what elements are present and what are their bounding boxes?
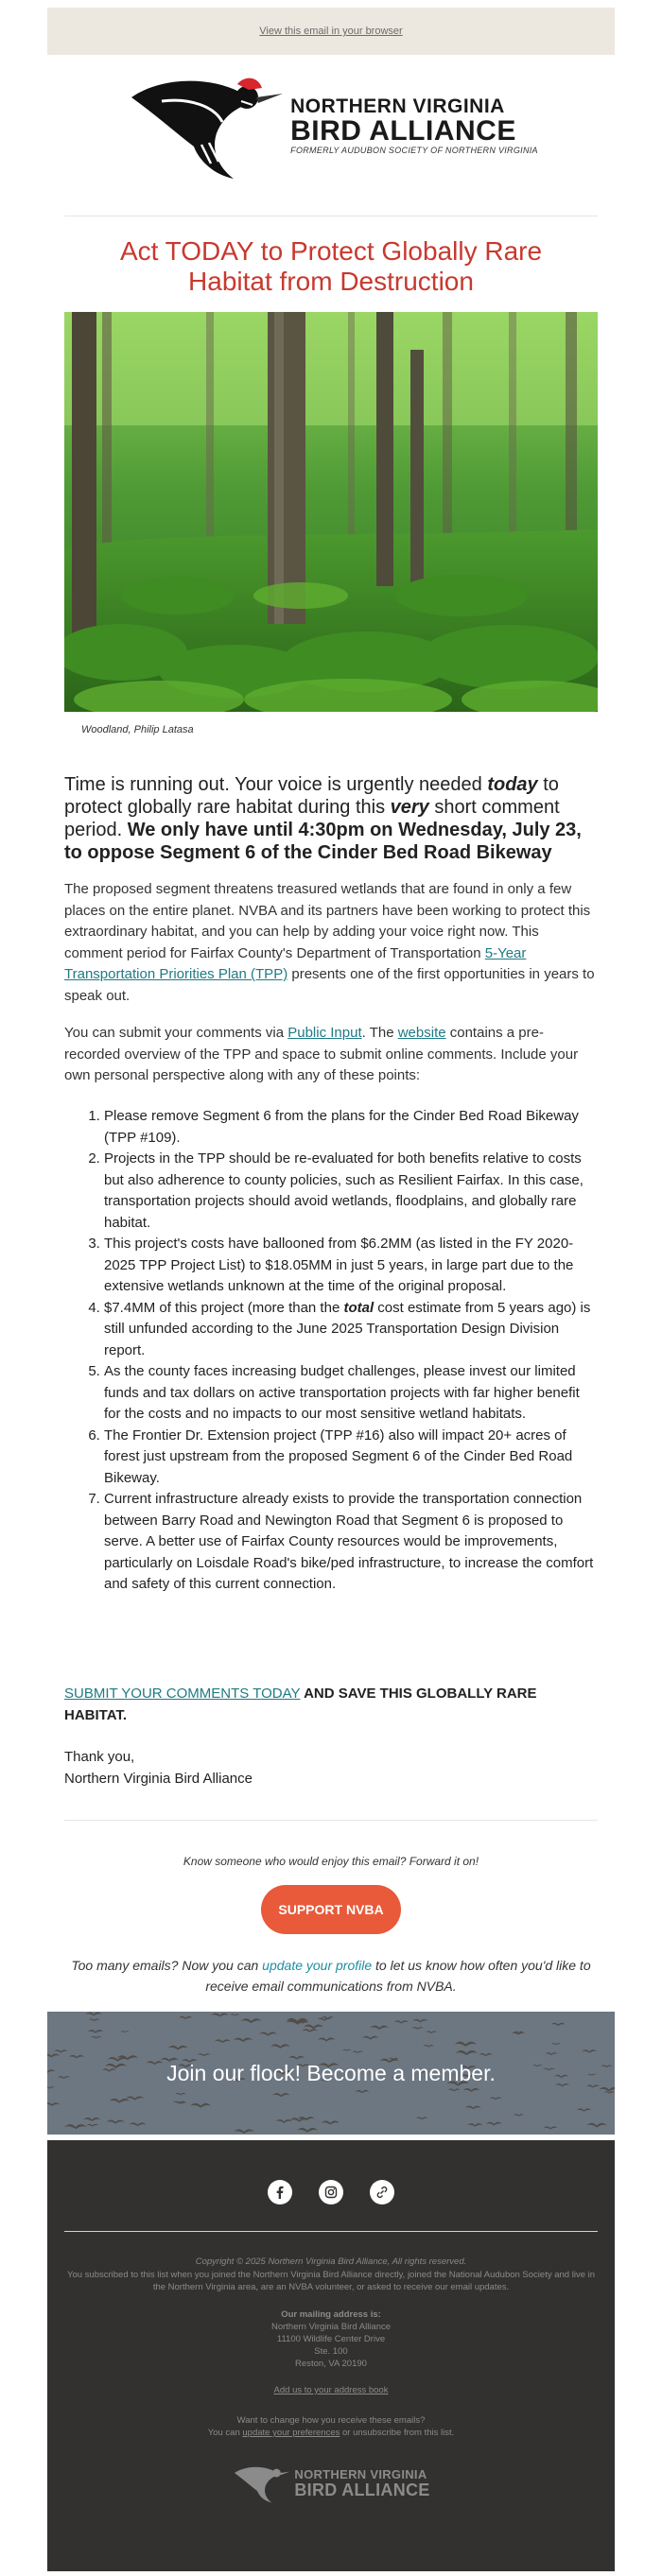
forward-prompt: Know someone who would enjoy this email? Forward it on! (183, 1855, 479, 1868)
mailing-address (57, 2321, 605, 2370)
add-address-book-link[interactable]: Add us to your address book (273, 2385, 389, 2395)
cta-text: AND SAVE THIS GLOBALLY RARE HABITAT. (64, 1686, 537, 1723)
para2-text-2: . The (361, 1025, 398, 1041)
logo-line-1: NORTHERN VIRGINIA (290, 95, 505, 117)
submit-comments-link[interactable]: SUBMIT YOUR COMMENTS TODAY (64, 1686, 301, 1702)
address-line: 11100 Wildlife Center Drive (276, 2334, 386, 2344)
website-link-icon[interactable] (370, 2180, 394, 2204)
intro-text-1: Time is running out. Your voice is urgently needed (64, 774, 488, 795)
headline (47, 236, 615, 297)
email-preferences-note (57, 1955, 605, 1997)
intro-today: today (487, 774, 538, 795)
instagram-icon[interactable] (319, 2180, 343, 2204)
join-banner[interactable] (47, 2012, 615, 2135)
list-item: 2. Projects in the TPP should be re-evaluated for both benefits relative to costs but also adherence to county policies, such as Resilient Fairfax. In this case, transportation projects should avoid wetlands, floodplains, and globally rare habitat. (104, 1149, 598, 1234)
join-banner-text: Join our flock! Become a member. (166, 2060, 496, 2085)
mailing-address-heading: Our mailing address is: (281, 2309, 381, 2320)
para1-text: The proposed segment threatens treasured wetlands that are found in only a few places on the entire planet. NVBA and its partners have been working to protect this extraordinary habitat, and you can help by adding your voice right now. This comment period for Fairfax County's Department of Transportation (64, 881, 591, 961)
body-divider (64, 1820, 598, 1821)
talking-points-list (64, 1106, 598, 1596)
signoff-org: Northern Virginia Bird Alliance (64, 1770, 253, 1787)
facebook-icon[interactable] (268, 2180, 292, 2204)
intro-deadline: We only have until 4:30pm on Wednesday, July 23, to oppose Segment 6 of the Cinder Bed Road Bikeway (64, 820, 582, 863)
subscription-note: You subscribed to this list when you joined the Northern Virginia Bird Alliance directly, joined the National Audubon Society and live in the Northern Virginia area, are an NVBA volunteer, or asked to receive our email updates. (66, 2270, 596, 2292)
footer-logo-line-1: NORTHERN VIRGINIA (294, 2467, 427, 2481)
intro-paragraph (64, 773, 598, 864)
footer-logo (47, 2460, 615, 2507)
address-line: Northern Virginia Bird Alliance (270, 2322, 392, 2332)
list-item (104, 1298, 598, 1362)
address-line: Reston, VA 20190 (295, 2359, 367, 2369)
prefs-text-1: Too many emails? Now you can (71, 1958, 263, 1973)
paragraph-submit (64, 1023, 598, 1087)
footer-divider (64, 2231, 598, 2232)
point4-text-2: cost estimate from 5 years ago) is still unfunded according to the June 2025 Transportation Design Division report. (104, 1299, 591, 1358)
update-profile-link[interactable]: update your profile (262, 1958, 373, 1973)
copyright: Copyright © 2025 Northern Virginia Bird Alliance, All rights reserved. (195, 2256, 467, 2267)
signoff (64, 1747, 598, 1789)
change-preferences (57, 2414, 605, 2439)
woodpecker-footer-icon (232, 2460, 290, 2507)
list-item: 3. This project's costs have ballooned from $6.2MM (as listed in the FY 2020-2025 TPP Project List) to $18.05MM in just 5 years, in large part due to the extensive wetlands unknown at the time of the original proposal. (104, 1234, 598, 1298)
footer (47, 2140, 615, 2571)
signoff-thanks: Thank you, (64, 1749, 135, 1765)
intro-text-3: short comment period. (64, 797, 560, 840)
intro-text-2: to protect globally rare habitat during this (64, 774, 559, 818)
para2-text-1: You can submit your comments via (64, 1025, 288, 1041)
support-nvba-button[interactable]: SUPPORT NVBA (261, 1885, 401, 1934)
logo-line-2: BIRD ALLIANCE (290, 115, 516, 147)
hero-caption: Woodland, Philip Latasa (81, 724, 194, 735)
prefs-text-2: to let us know how often you'd like to receive email communications from NVBA. (205, 1958, 591, 1994)
browser-view-bar (47, 8, 615, 55)
list-item: 7. Current infrastructure already exists to provide the transportation connection between Barry Road and Newington Road that Segment 6 is proposed to serve. A better use of Fairfax County resources would be improvements, particularly on Loisdale Road's bike/ped infrastructure, to increase the comfort and safety of this current connection. (104, 1489, 598, 1596)
tpp-link[interactable]: 5-Year Transportation Priorities Plan (TPP) (64, 944, 527, 982)
website-link[interactable]: website (397, 1025, 446, 1041)
change-text-2: or unsubscribe from this list. (340, 2428, 455, 2438)
list-item: 6. The Frontier Dr. Extension project (TPP #16) also will impact 20+ acres of forest just upstream from the proposed Segment 6 of the Cinder Bed Road Bikeway. (104, 1426, 598, 1490)
public-input-link[interactable]: Public Input (287, 1025, 362, 1041)
list-item: 1. Please remove Segment 6 from the plans for the Cinder Bed Road Bikeway (TPP #109). (104, 1106, 598, 1149)
para1-text-2: presents one of the first opportunities in years to speak out. (64, 966, 595, 1004)
list-item: 5. As the county faces increasing budget challenges, please invest our limited funds and tax dollars on active transportation projects with far higher benefit for the costs and no impacts to our most sensitive wetland habitats. (104, 1361, 598, 1426)
paragraph-habitat (64, 879, 598, 1007)
change-question: Want to change how you receive these emails? (236, 2415, 426, 2426)
logo-tagline: FORMERLY AUDUBON SOCIETY OF NORTHERN VIRGINIA (290, 146, 538, 155)
para2-text-3: contains a pre-recorded overview of the TPP and space to submit online comments. Include your own personal perspective along with any of these points: (64, 1025, 579, 1083)
social-links (47, 2180, 615, 2204)
hero-woodland-image (64, 312, 598, 712)
header-logo (47, 64, 615, 187)
update-preferences-link[interactable]: update your preferences (242, 2428, 340, 2438)
view-in-browser-link[interactable]: View this email in your browser (259, 26, 403, 37)
submit-cta (64, 1684, 598, 1726)
change-text-1: You can (207, 2428, 243, 2438)
address-line: Ste. 100 (314, 2346, 348, 2357)
woodpecker-logo-icon (124, 69, 285, 182)
headline-line-1: Act TODAY to Protect Globally Rare (119, 236, 543, 266)
footer-logo-line-2: BIRD ALLIANCE (294, 2481, 430, 2499)
headline-line-2: Habitat from Destruction (188, 267, 474, 296)
intro-very: very (390, 797, 429, 818)
point4-total: total (343, 1299, 375, 1316)
point4-text-1: $7.4MM of this project (more than the (104, 1299, 344, 1316)
